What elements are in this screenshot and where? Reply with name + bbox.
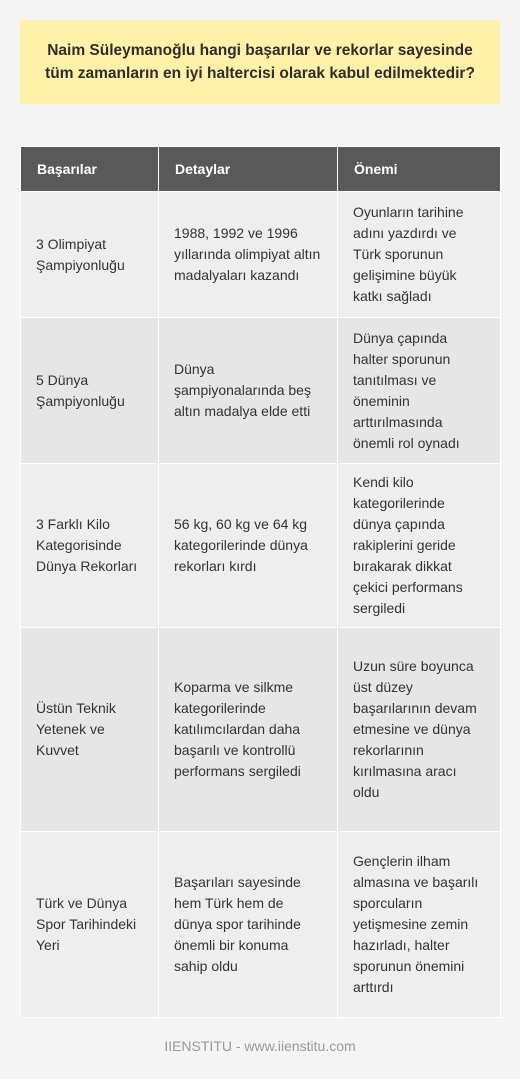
achievement-cell: Üstün Teknik Yetenek ve Kuvvet [21,628,159,832]
header-details: Detaylar [159,147,338,192]
details-cell: Koparma ve silkme kategorilerinde katılımcılardan daha başarılı ve kontrollü performans sergiledi [159,628,338,832]
details-cell: 56 kg, 60 kg ve 64 kg kategorilerinde dünya rekorları kırdı [159,464,338,628]
achievements-table [20,146,501,1018]
details-cell: 1988, 1992 ve 1996 yıllarında olimpiyat altın madalyaları kazandı [159,192,338,318]
header-achievements: Başarılar [21,147,159,192]
achievement-cell: 3 Farklı Kilo Kategorisinde Dünya Rekorları [21,464,159,628]
importance-cell: Gençlerin ilham almasına ve başarılı sporcuların yetişmesine zemin hazırladı, halter sporunun önemini arttırdı [338,832,501,1018]
achievement-cell: 3 Olimpiyat Şampiyonluğu [21,192,159,318]
table-row [21,192,501,318]
table-row [21,628,501,832]
achievement-cell: Türk ve Dünya Spor Tarihindeki Yeri [21,832,159,1018]
footer-credit: IIENSTITU - www.iienstitu.com [164,1038,356,1054]
header-importance: Önemi [338,147,501,192]
importance-cell: Kendi kilo kategorilerinde dünya çapında rakiplerini geride bırakarak dikkat çekici performans sergiledi [338,464,501,628]
table-row [21,464,501,628]
importance-cell: Dünya çapında halter sporunun tanıtılması ve öneminin arttırılmasında önemli rol oynadı [338,318,501,464]
details-cell: Başarıları sayesinde hem Türk hem de dünya spor tarihinde önemli bir konuma sahip oldu [159,832,338,1018]
table-row [21,832,501,1018]
page-title: Naim Süleymanoğlu hangi başarılar ve rekorlar sayesinde tüm zamanların en iyi haltercisi olarak kabul edilmektedir? [20,20,500,104]
table-row [21,318,501,464]
achievement-cell: 5 Dünya Şampiyonluğu [21,318,159,464]
table-header-row [21,147,501,192]
details-cell: Dünya şampiyonalarında beş altın madalya elde etti [159,318,338,464]
importance-cell: Oyunların tarihine adını yazdırdı ve Türk sporunun gelişimine büyük katkı sağladı [338,192,501,318]
importance-cell: Uzun süre boyunca üst düzey başarılarının devam etmesine ve dünya rekorlarının kırılmasına aracı oldu [338,628,501,832]
